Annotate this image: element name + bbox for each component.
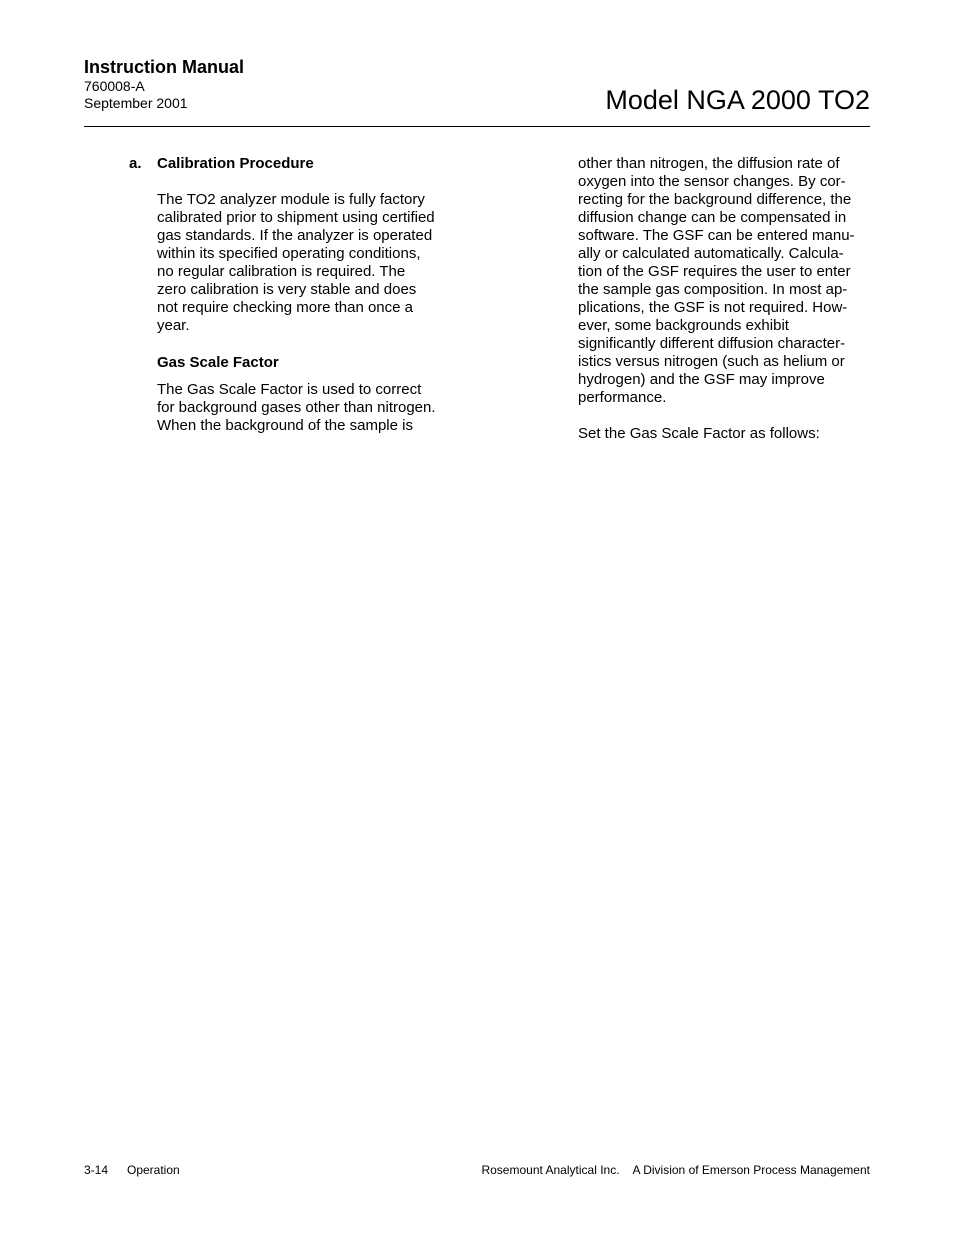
text-line: When the background of the sample is bbox=[157, 417, 413, 434]
footer-company bbox=[481, 1163, 870, 1177]
footer-page-number: 3-14 bbox=[84, 1163, 109, 1177]
model-title: Model NGA 2000 TO2 bbox=[605, 85, 870, 115]
text-line: The TO2 analyzer module is fully factory bbox=[157, 191, 425, 208]
text-line: plications, the GSF is not required. How- bbox=[578, 299, 848, 316]
text-line: zero calibration is very stable and does bbox=[157, 281, 417, 298]
left-paragraph-2 bbox=[157, 381, 457, 435]
text-line: hydrogen) and the GSF may improve bbox=[578, 371, 825, 388]
text-line: no regular calibration is required. The bbox=[157, 263, 406, 280]
text-line: within its specified operating conditions, bbox=[157, 245, 421, 262]
text-line: istics versus nitrogen (such as helium or bbox=[578, 353, 845, 370]
left-paragraph-1 bbox=[157, 191, 457, 335]
document-number: 760008-A bbox=[84, 78, 145, 94]
subheading-gas-scale-factor: Gas Scale Factor bbox=[157, 354, 279, 371]
text-line: gas standards. If the analyzer is operated bbox=[157, 227, 433, 244]
section-label: a. bbox=[129, 155, 142, 172]
text-line: Set the Gas Scale Factor as follows: bbox=[578, 425, 820, 442]
footer-company-name: Rosemount Analytical Inc. bbox=[481, 1163, 620, 1177]
text-line: ever, some backgrounds exhibit bbox=[578, 317, 789, 334]
text-line: significantly different diffusion character- bbox=[578, 335, 846, 352]
text-line: software. The GSF can be entered manu- bbox=[578, 227, 855, 244]
text-line: recting for the background difference, the bbox=[578, 191, 852, 208]
text-line: for background gases other than nitrogen. bbox=[157, 399, 436, 416]
text-line: ally or calculated automatically. Calcula- bbox=[578, 245, 844, 262]
text-line: performance. bbox=[578, 389, 667, 406]
text-line: tion of the GSF requires the user to enter bbox=[578, 263, 851, 280]
manual-title: Instruction Manual bbox=[84, 57, 245, 77]
text-line: The Gas Scale Factor is used to correct bbox=[157, 381, 422, 398]
header-divider bbox=[84, 126, 870, 127]
text-line: the sample gas composition. In most ap- bbox=[578, 281, 848, 298]
right-paragraph-1 bbox=[578, 155, 878, 407]
text-line: calibrated prior to shipment using certified bbox=[157, 209, 435, 226]
section-heading: Calibration Procedure bbox=[157, 155, 314, 172]
text-line: oxygen into the sensor changes. By cor- bbox=[578, 173, 846, 190]
text-line: diffusion change can be compensated in bbox=[578, 209, 847, 226]
right-paragraph-2 bbox=[578, 425, 878, 443]
text-line: not require checking more than once a bbox=[157, 299, 413, 316]
footer-division: A Division of Emerson Process Management bbox=[632, 1163, 870, 1177]
document-date: September 2001 bbox=[84, 95, 188, 111]
text-line: year. bbox=[157, 317, 190, 334]
text-line: other than nitrogen, the diffusion rate of bbox=[578, 155, 840, 172]
footer-section-name: Operation bbox=[127, 1163, 180, 1177]
